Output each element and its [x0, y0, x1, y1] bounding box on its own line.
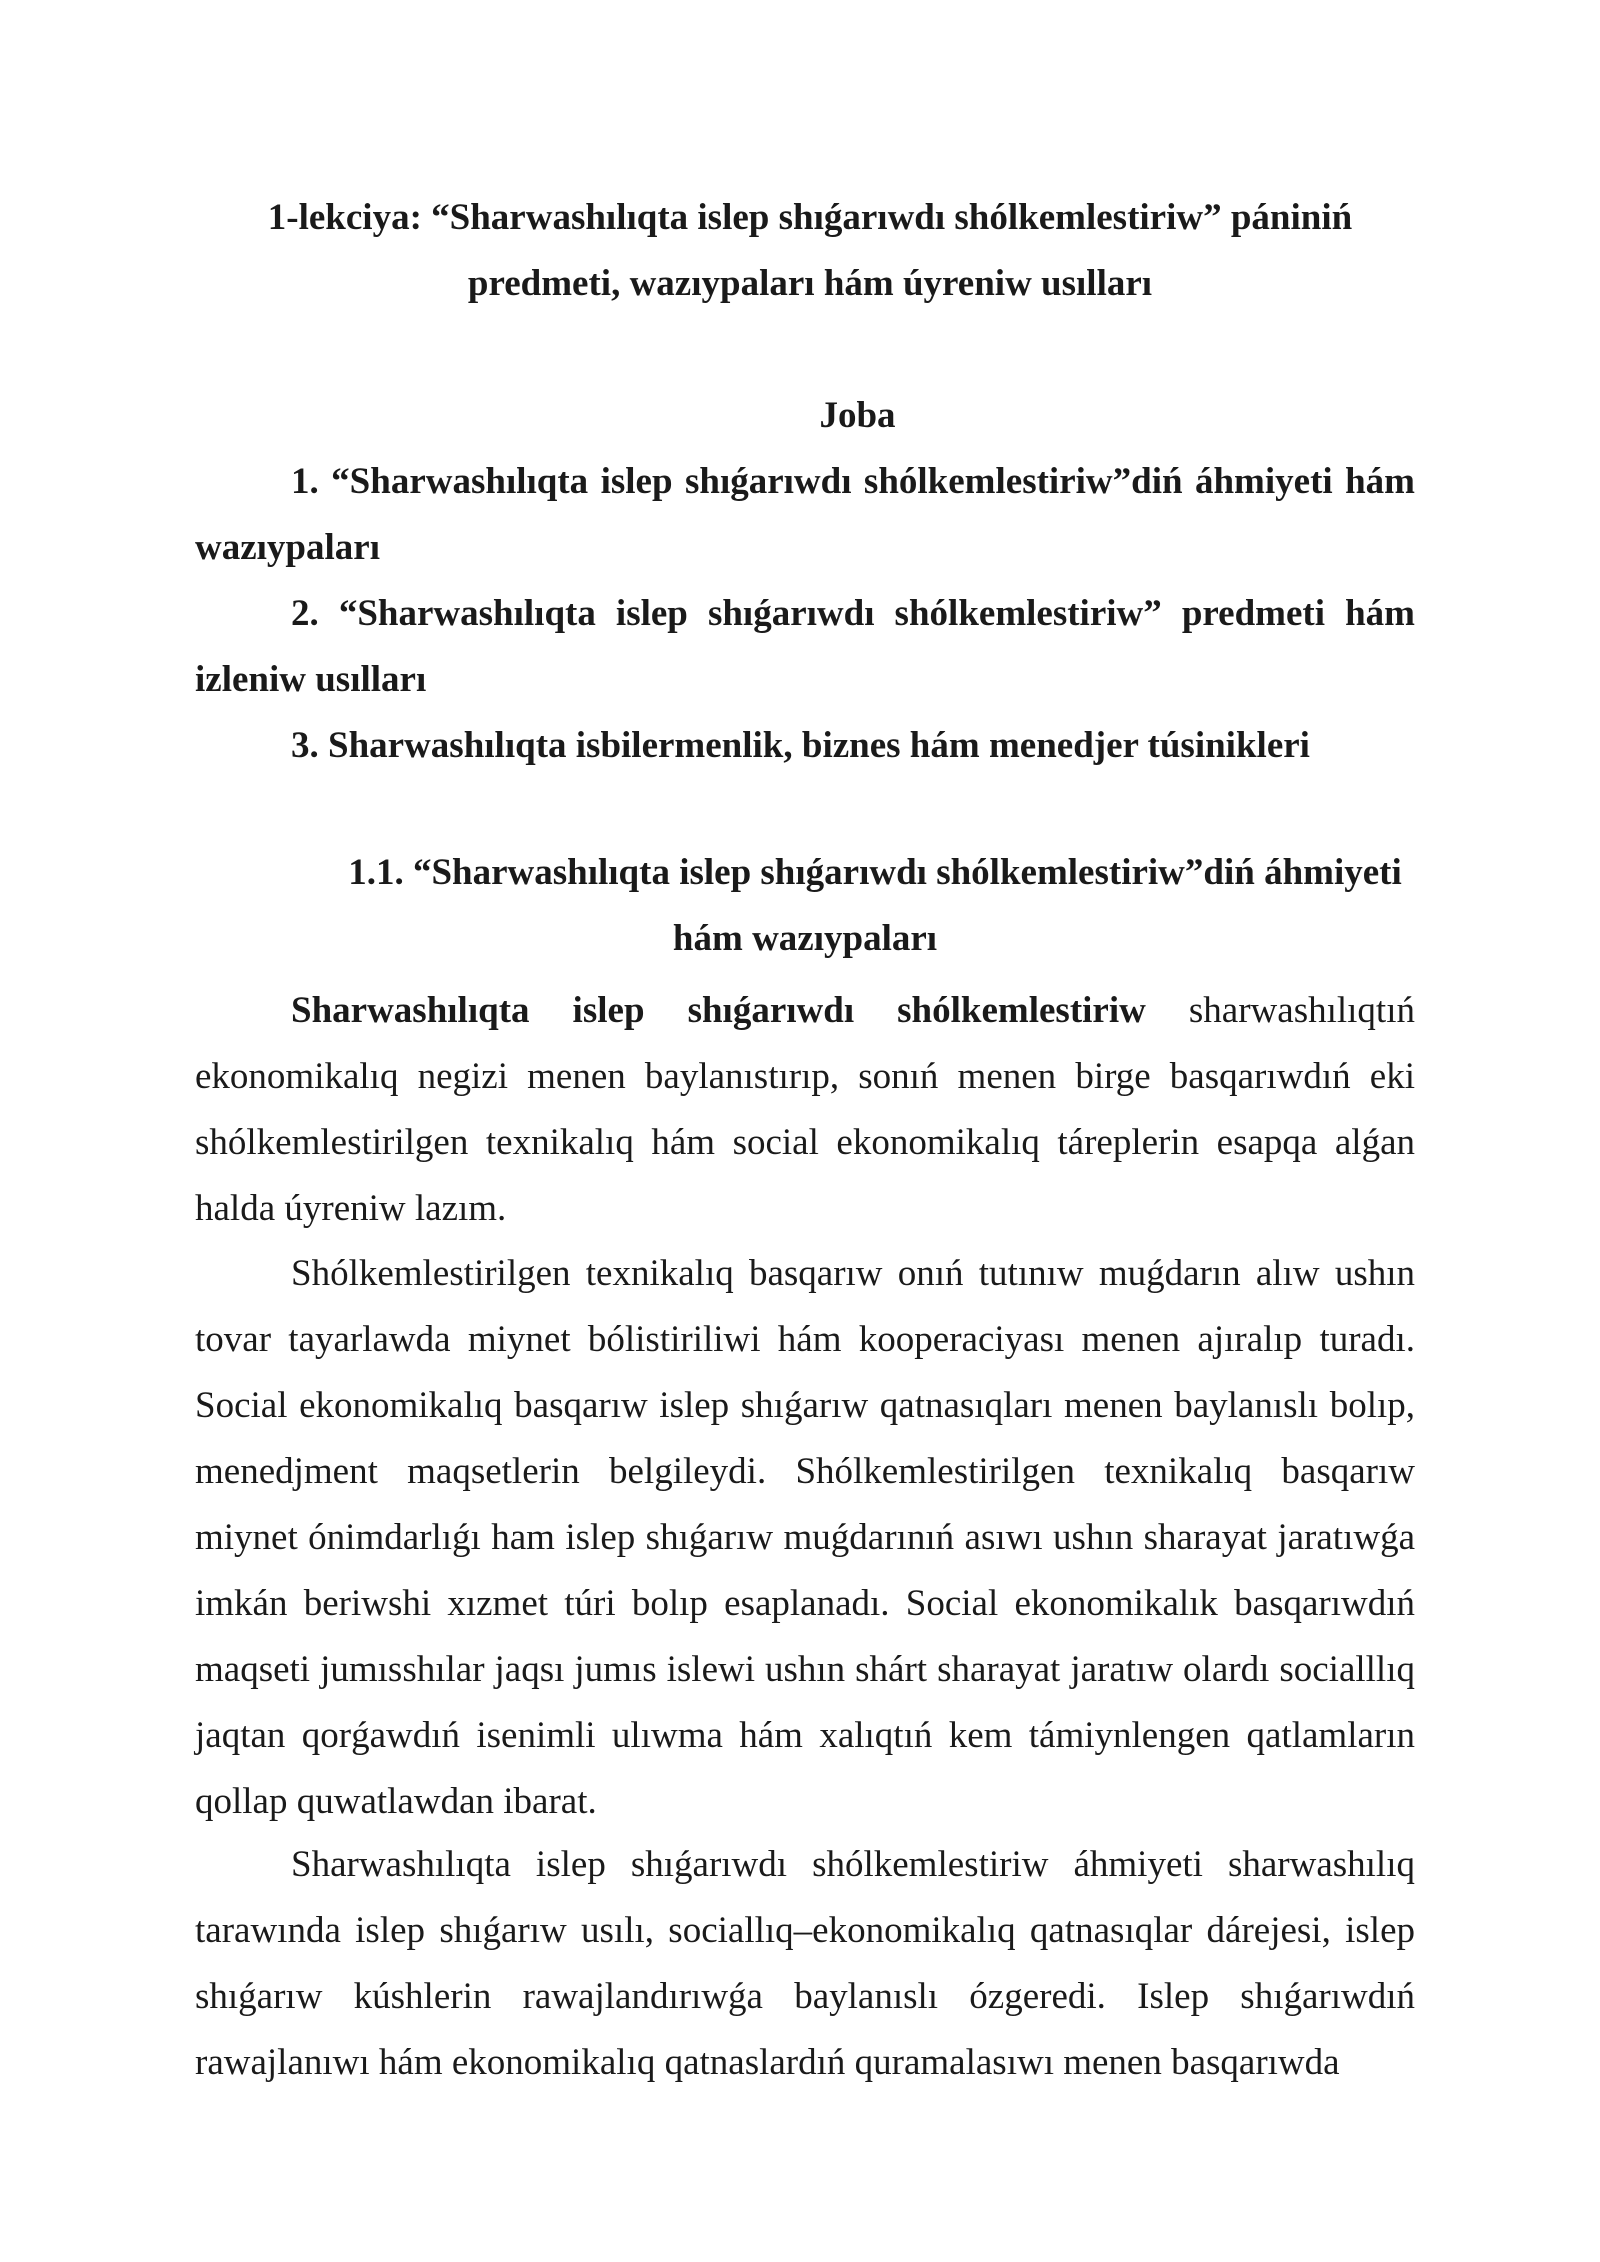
section-heading-line1: 1.1. “Sharwashılıqta islep shıǵarıwdı shólkemlestiriw”diń áhmiyeti [348, 852, 1402, 893]
paragraph-2: Shólkemlestirilgen texnikalıq basqarıw onıń tutınıw muǵdarın alıw ushın tovar tayarlawda miynet bólistiriliwi hám kooperaciyası menen ajıralıp turadı. Social ekonomikalıq basqarıw islep shıǵarıw qatnasıqları menen baylanıslı bolıp, menedjment maqsetlerin belgileydi. Shólkemlestirilgen texnikalıq basqarıw miynet ónimdarlıǵı ham islep shıǵarıw muǵdarınıń asıwı ushın sharayat jaratıwǵa imkán beriwshi xızmet túri bolıp esaplanadı. Social ekonomikalık basqarıwdıń maqseti jumısshılar jaqsı jumıs islewi ushın shárt sharayat jaratıw olardı socialllıq jaqtan qorǵawdıń isenimli ulıwma hám xalıqtıń kem támiynlengen qatlamların qollap quwatlawdan ibarat. [195, 1253, 1415, 1822]
plan-heading: Joba [819, 395, 896, 436]
lecture-title-line2: predmeti, wazıypaları hám úyreniw usılları [467, 263, 1153, 304]
plan-item-2: 2. “Sharwashılıqta islep shıǵarıwdı shólkemlestiriw” predmeti hám izleniw usılları [195, 593, 1415, 700]
section-heading-line2: hám wazıypaları [672, 918, 938, 959]
plan-item-1: 1. “Sharwashılıqta islep shıǵarıwdı shólkemlestiriw”diń áhmiyeti hám wazıypaları [195, 461, 1415, 568]
section-heading [195, 840, 1415, 972]
lecture-title-line1: 1-lekciya: “Sharwashılıqta islep shıǵarıwdı shólkemlestiriw” pániniń [267, 197, 1353, 238]
paragraph-3: Sharwashılıqta islep shıǵarıwdı shólkemlestiriw áhmiyeti sharwashılıq tarawında islep shıǵarıw usılı, sociallıq–ekonomikalıq qatnasıqlar dárejesi, islep shıǵarıw kúshlerin rawajlandırıwǵa baylanıslı ózgeredi. Islep shıǵarıwdıń rawajlanıwı hám ekonomikalıq qatnaslardıń quramalasıwı menen basqarıwda [195, 1844, 1415, 2083]
paragraph-1 [195, 978, 1415, 1242]
lecture-title [195, 185, 1425, 317]
paragraph-1-bold-term: Sharwashılıqta islep shıǵarıwdı shólkemlestiriw [291, 990, 1146, 1031]
plan-item-3: 3. Sharwashılıqta isbilermenlik, biznes hám menedjer túsinikleri [291, 725, 1310, 766]
paragraph-1-text: sharwashılıqtıń ekonomikalıq negizi menen baylanıstırıp, sonıń menen birge basqarıwdıń eki shólkemlestirilgen texnikalıq hám social ekonomikalıq táreplerin esapqa alǵan halda úyreniw lazım. [195, 990, 1415, 1229]
